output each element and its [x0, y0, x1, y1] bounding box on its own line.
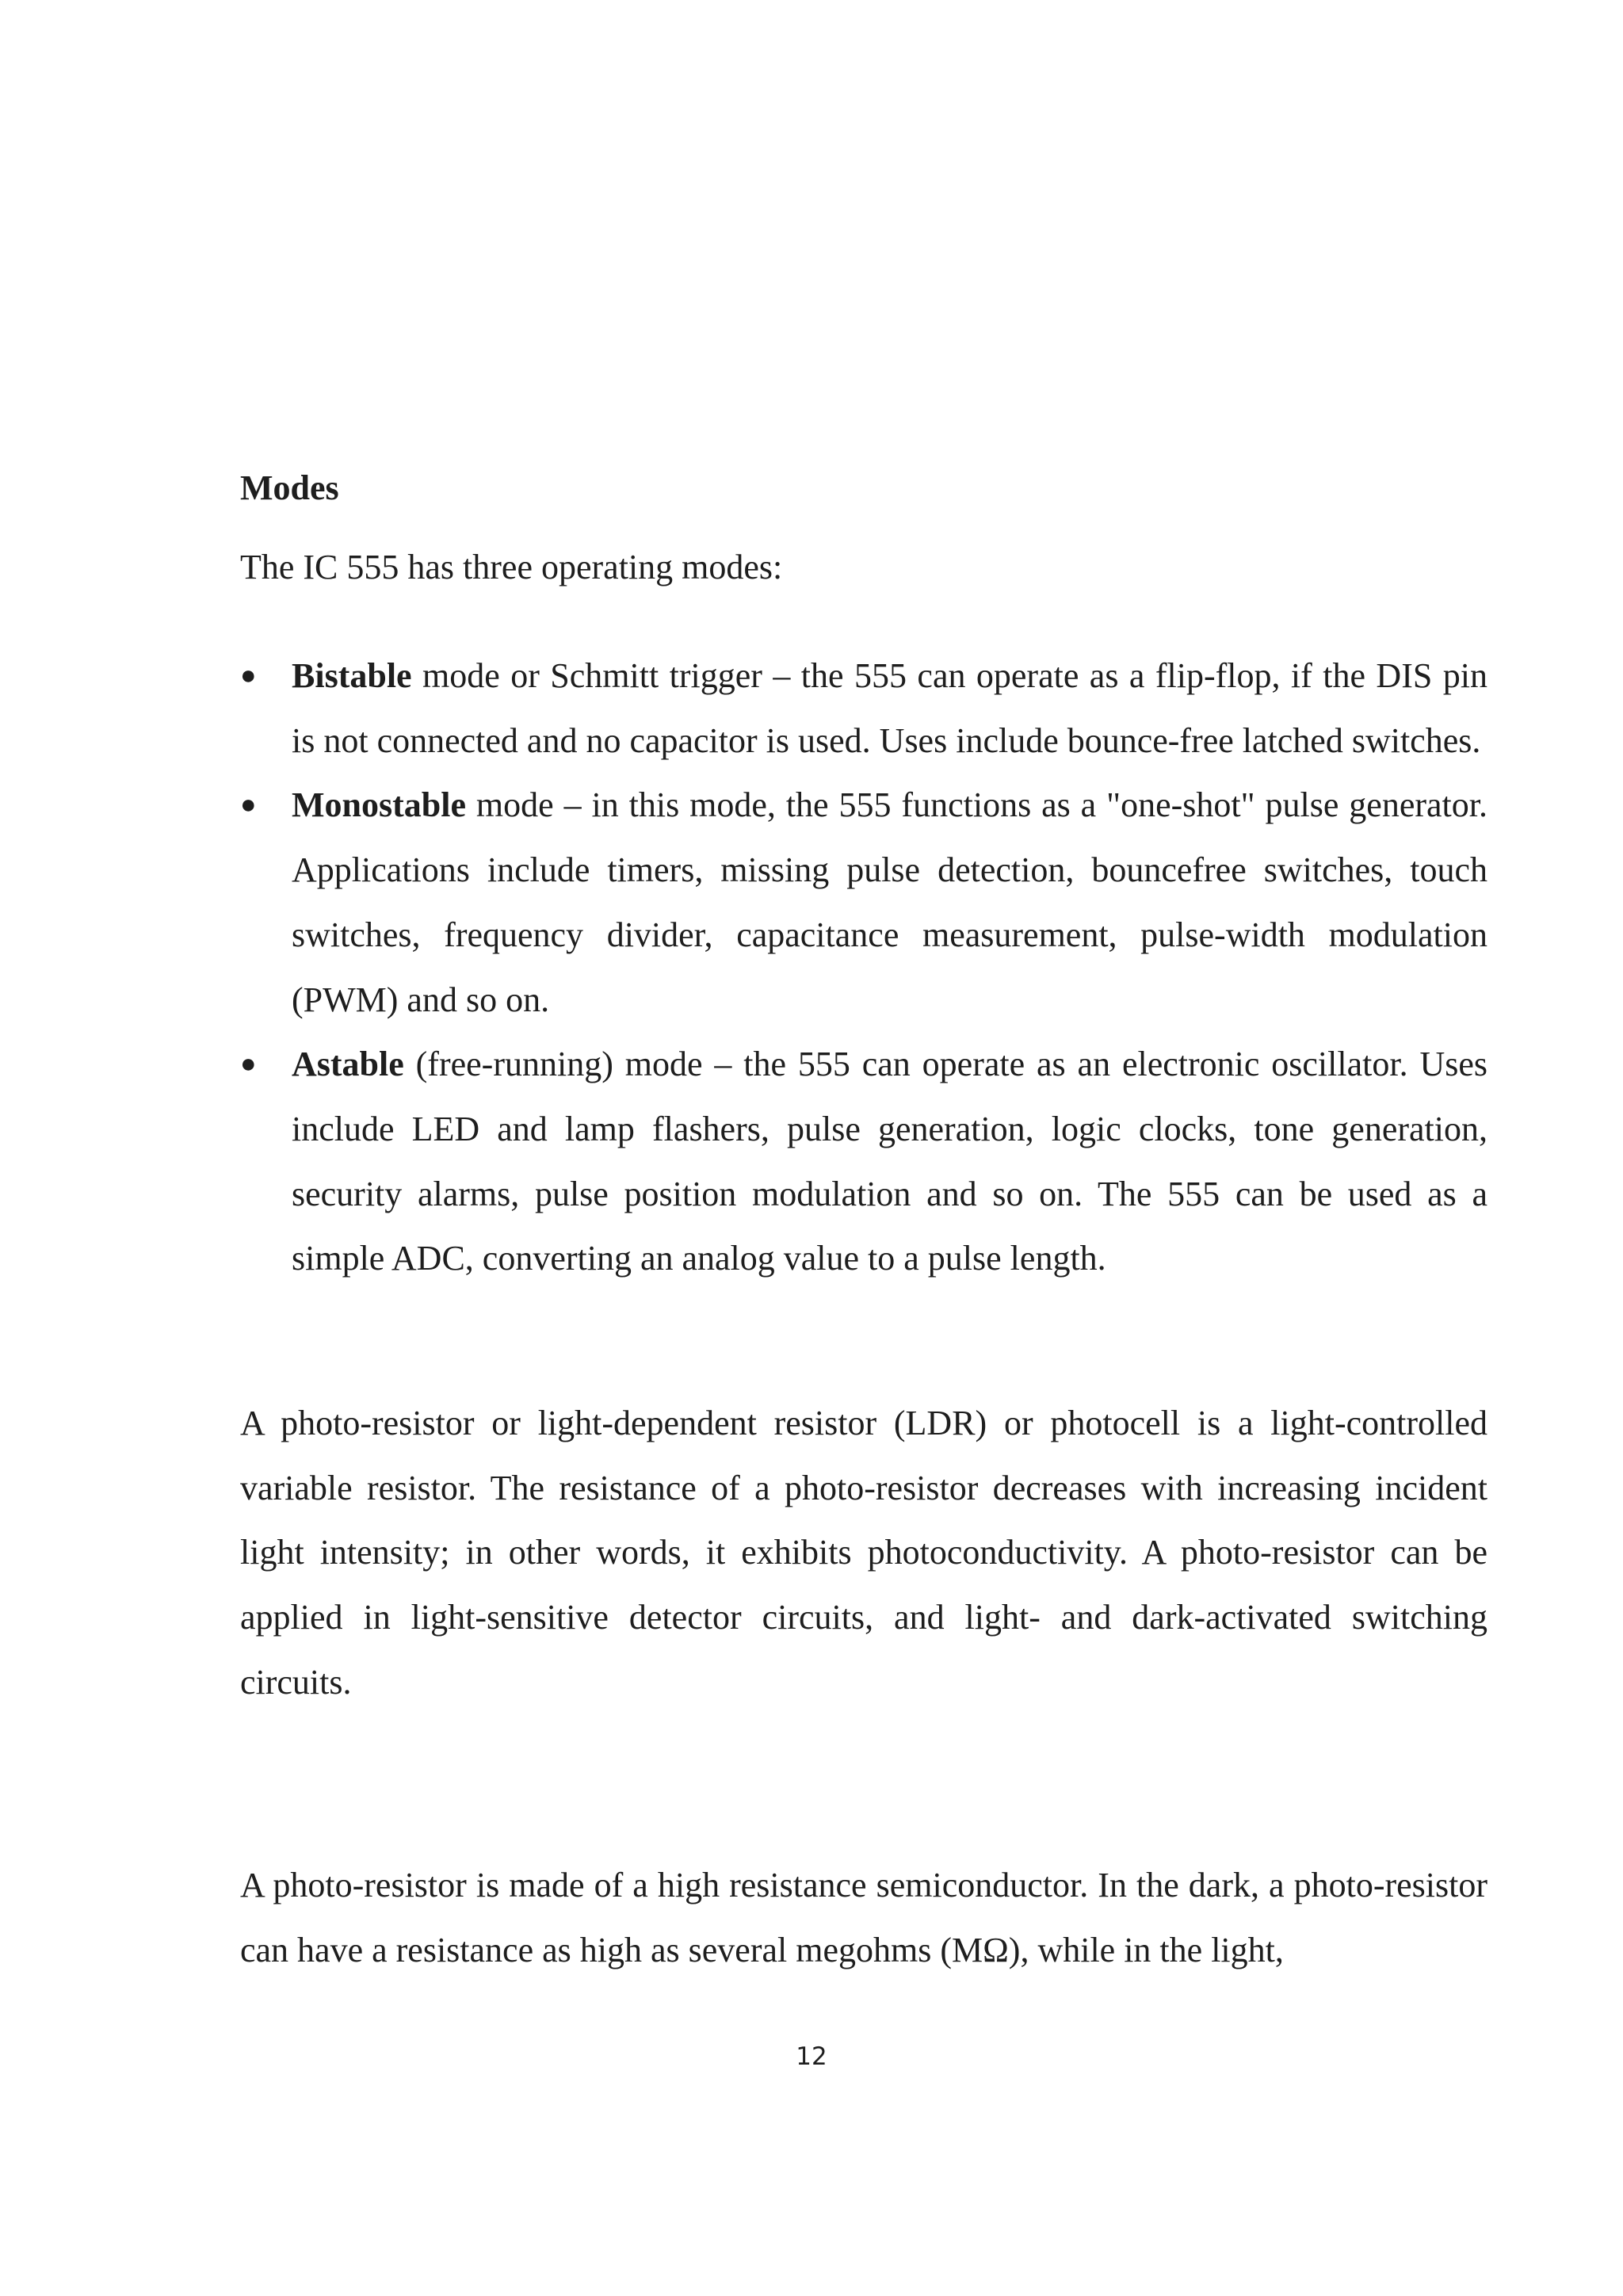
bullet-icon: ●: [240, 1049, 257, 1079]
modes-list: [240, 644, 1487, 1291]
mode-name: Monostable: [292, 785, 466, 825]
mode-name: Bistable: [292, 656, 412, 695]
list-item-bistable: [240, 644, 1487, 773]
mode-name: Astable: [292, 1045, 404, 1084]
mode-description: (free-running) mode – the 555 can operate as an electronic oscillator. Uses include LED and lamp flashers, pulse generation, logic clocks, tone generation, security alarms, pulse position modulation and so on. The 555 can be used as a simple ADC, converting an analog value to a pulse length.: [292, 1045, 1487, 1278]
bullet-icon: ●: [240, 790, 257, 820]
section-heading: Modes: [240, 468, 339, 507]
bullet-icon: ●: [240, 661, 257, 690]
list-item-monostable: [240, 773, 1487, 1032]
list-item-astable: [240, 1032, 1487, 1291]
mode-description: mode or Schmitt trigger – the 555 can operate as a flip-flop, if the DIS pin is not connected and no capacitor is used. Uses include bounce-free latched switches.: [292, 656, 1487, 760]
page-number: 12: [796, 2042, 827, 2071]
paragraph-ldr-definition: A photo-resistor or light-dependent resistor (LDR) or photocell is a light-controlled variable resistor. The resistance of a photo-resistor decreases with increasing incident light intensity; in other words, it exhibits photoconductivity. A photo-resistor can be applied in light-sensitive detector circuits, and light- and dark-activated switching circuits.: [240, 1404, 1487, 1702]
intro-text: The IC 555 has three operating modes:: [240, 548, 783, 586]
paragraph-ldr-construction: A photo-resistor is made of a high resistance semiconductor. In the dark, a photo-resistor can have a resistance as high as several megohms (MΩ), while in the light,: [240, 1866, 1487, 1969]
mode-description: mode – in this mode, the 555 functions as a "one-shot" pulse generator. Applications include timers, missing pulse detection, bouncefree switches, touch switches, frequency divider, capacitance measurement, pulse-width modulation (PWM) and so on.: [292, 785, 1487, 1019]
